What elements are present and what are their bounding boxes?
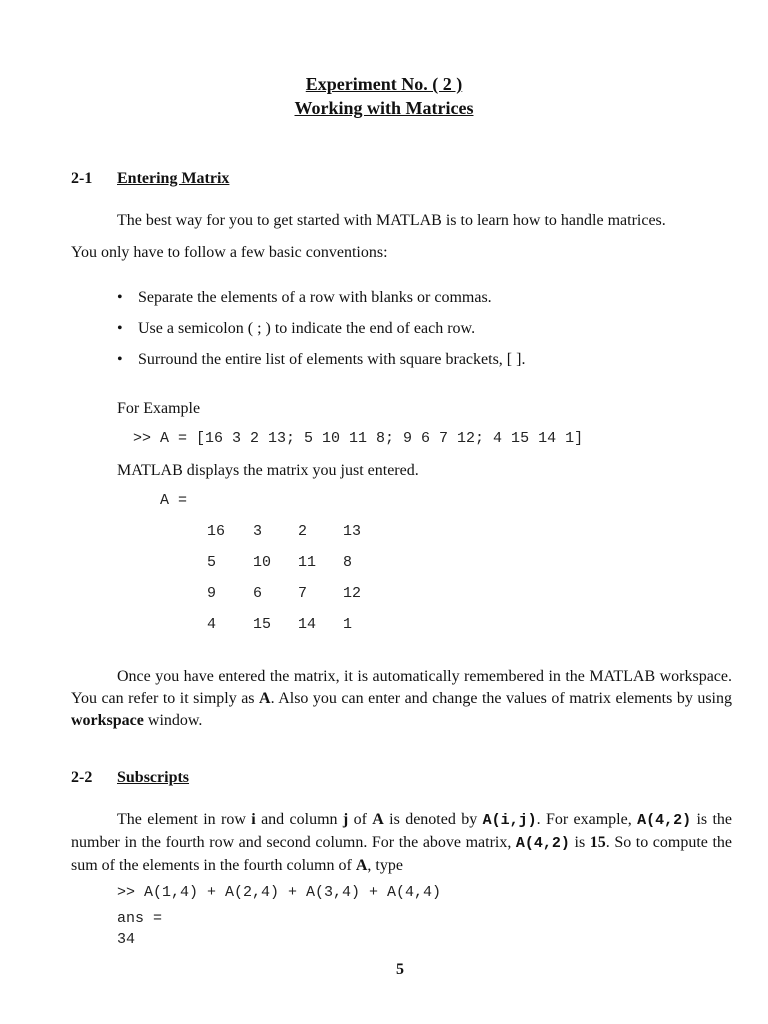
workspace-paragraph: Once you have entered the matrix, it is automatically remembered in the MATLAB workspace. You can refer to it simply as A. Also you can enter and change the values of matrix elements by using workspace window. xyxy=(71,668,732,729)
matrix-label: A = xyxy=(160,492,188,509)
intro-line-2: You only have to follow a few basic conventions: xyxy=(71,244,388,261)
matrix-cell: 8 xyxy=(343,554,353,571)
bullet-icon: • xyxy=(117,351,123,368)
sum-command: >> A(1,4) + A(2,4) + A(3,4) + A(4,4) xyxy=(117,884,442,901)
matrix-cell: 2 xyxy=(298,523,308,540)
matrix-cell: 7 xyxy=(298,585,308,602)
matrix-cell: 10 xyxy=(253,554,272,571)
matrix-cell: 15 xyxy=(253,616,272,633)
page-title: Working with Matrices xyxy=(294,98,474,118)
matrix-cell: 11 xyxy=(298,554,317,571)
matrix-cell: 4 xyxy=(207,616,217,633)
ans-label: ans = xyxy=(117,910,163,927)
matrix-cell: 12 xyxy=(343,585,362,602)
section-title: Entering Matrix xyxy=(117,170,230,187)
matrix-cell: 13 xyxy=(343,523,362,540)
matrix-cell: 9 xyxy=(207,585,217,602)
matrix-cell: 3 xyxy=(253,523,263,540)
ans-value: 34 xyxy=(117,931,136,948)
displays-text: MATLAB displays the matrix you just entered. xyxy=(117,462,419,479)
matrix-cell: 1 xyxy=(343,616,353,633)
list-item: Use a semicolon ( ; ) to indicate the end of each row. xyxy=(138,320,476,337)
bullet-icon: • xyxy=(117,320,123,337)
example-label: For Example xyxy=(117,400,201,417)
page-number: 5 xyxy=(396,961,404,978)
bullet-icon: • xyxy=(117,289,123,306)
list-item: Surround the entire list of elements with square brackets, [ ]. xyxy=(138,351,526,368)
matrix-cell: 6 xyxy=(253,585,263,602)
section-number: 2-1 xyxy=(71,170,93,187)
experiment-title: Experiment No. ( 2 ) xyxy=(305,74,463,94)
matlab-command: >> A = [16 3 2 13; 5 10 11 8; 9 6 7 12; 4 15 14 1] xyxy=(133,430,584,447)
matrix-cell: 14 xyxy=(298,616,317,633)
list-item: Separate the elements of a row with blanks or commas. xyxy=(138,289,492,306)
section-title: Subscripts xyxy=(117,769,190,786)
intro-line-1: The best way for you to get started with MATLAB is to learn how to handle matrices. xyxy=(117,212,666,229)
matrix-cell: 16 xyxy=(207,523,226,540)
section-number: 2-2 xyxy=(71,769,93,786)
matrix-cell: 5 xyxy=(207,554,217,571)
subscripts-paragraph: The element in row i and column j of A is denoted by A(i,j). For example, A(4,2) is the number in the fourth row and second column. For the above matrix, A(4,2) is 15. So to compute the sum of the elements in the fourth column of A, type xyxy=(71,811,733,874)
